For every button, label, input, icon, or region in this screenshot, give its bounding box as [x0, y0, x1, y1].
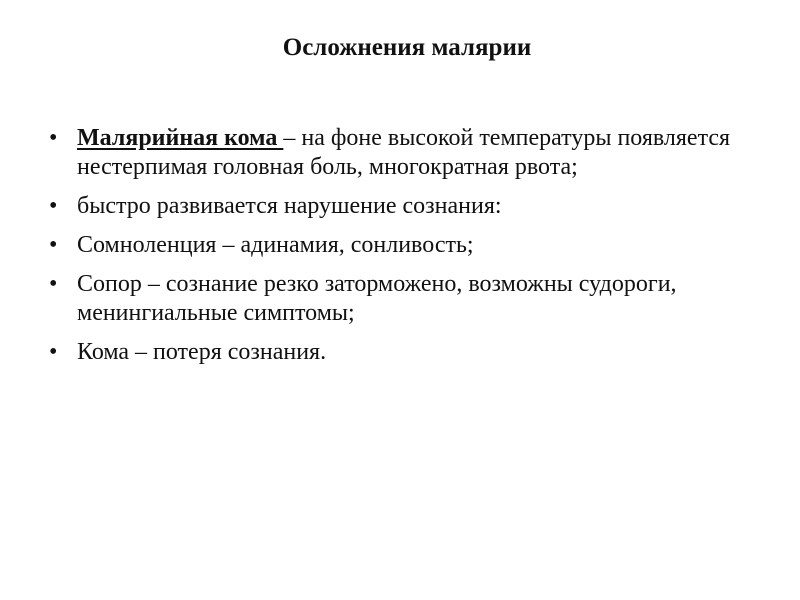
bullet-list: [46, 124, 746, 377]
bullet-text: Сомноленция – адинамия, сонливость;: [77, 232, 474, 258]
bullet-marker: •: [49, 232, 58, 258]
bullet-item-coma: [46, 338, 746, 367]
bullet-item-somnolence: [46, 231, 746, 260]
bullet-text: – на фоне высокой температуры появляется нестерпимая головная боль, многократная рвота;: [77, 125, 731, 180]
bullet-text: быстро развивается нарушение сознания:: [77, 193, 502, 219]
bullet-term: Малярийная кома: [77, 125, 284, 151]
bullet-marker: •: [49, 193, 58, 219]
bullet-text: Сопор – сознание резко заторможено, возможны судороги, менингиальные симптомы;: [77, 271, 677, 326]
bullet-marker: •: [49, 271, 58, 297]
bullet-marker: •: [49, 125, 58, 151]
bullet-text: Кома – потеря сознания.: [77, 339, 327, 365]
bullet-item-sopor: [46, 270, 746, 328]
bullet-item-malarial-coma: [46, 124, 746, 182]
bullet-marker: •: [49, 339, 58, 365]
slide-title: Осложнения малярии: [282, 34, 532, 61]
bullet-item-consciousness: [46, 192, 746, 221]
